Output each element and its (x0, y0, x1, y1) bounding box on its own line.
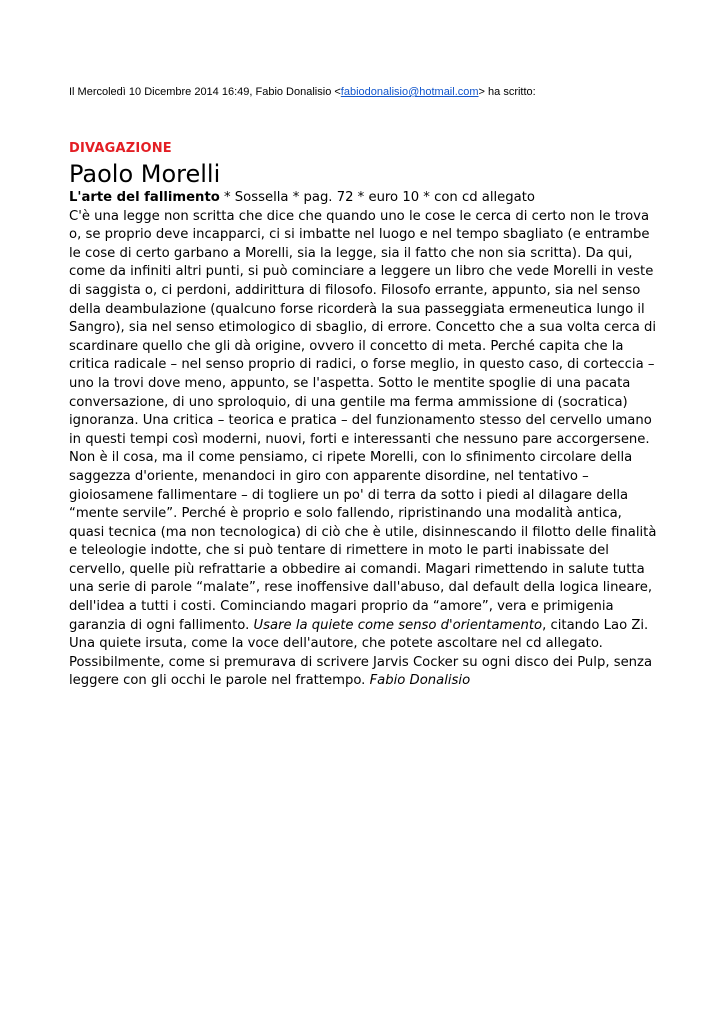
article-body (69, 208, 659, 691)
book-details: * Sossella * pag. 72 * euro 10 * con cd allegato (219, 190, 535, 205)
email-reply-header (69, 85, 536, 99)
article (69, 140, 659, 691)
body-paragraph-part1: C'è una legge non scritta che dice che quando uno le cose le cerca di certo non le trova o, se proprio deve incapparci, ci si imbatte nel luogo e nel tempo sbagliato (e entrambe le cose di certo garbano a Morelli, sia la legge, sia il fatto che non sia scritta). Da qui, come da infiniti altri punti, si può cominciare a leggere un libro che vede Morelli in veste di saggista o, ci perdoni, addirittura di filosofo. Filosofo errante, appunto, sia nel senso della deambulazione (qualcuno forse ricorderà la sua passeggiata ermeneutica lungo il Sangro), sia nel senso etimologico di sbaglio, di errore. Concetto che a sua volta cerca di scardinare quello che gli dà origine, ovvero il concetto di meta. Perché capita che la critica radicale – nel senso proprio di radici, o forse meglio, in questo caso, di corteccia – uno la trovi dove meno, appunto, se l'aspetta. Sotto le mentite spoglie di una pacata conversazione, di uno sproloquio, di una gentile ma ferma ammissione di (socratica) ignoranza. Una critica – teorica e pratica – del funzionamento stesso del cervello umano in questi tempi così moderni, nuovi, forti e interessanti che nessuno pare accorgersene. Non è il cosa, ma il come pensiamo, ci ripete Morelli, con lo sfinimento circolare della saggezza d'oriente, menandoci in giro con apparente disordine, nel tentativo – gioiosamene fallimentare – di togliere un po' di terra da sotto i piedi al dilagare della “mente servile”. Perché è proprio e solo fallendo, ripristinando una modalità antica, quasi tecnica (ma non tecnologica) di ciò che è utile, disinnescando il filotto delle finalità e teleologie indotte, che si può tentare di rimettere in moto le parti inabissate del cervello, quelle più refrattarie a obbedire ai comandi. Magari rimettendo in salute tutta una serie di parole “malate”, rese inoffensive dall'abuso, dal default della logica lineare, dell'idea a tutti i costi. Cominciando magari proprio da “amore”, vera e primigenia garanzia di ogni fallimento. (69, 208, 657, 633)
author-signature: Fabio Donalisio (369, 673, 471, 689)
book-info-line (69, 189, 659, 208)
sender-email-link[interactable]: fabiodonalisio@hotmail.com (340, 86, 479, 98)
article-title: Paolo Morelli (69, 160, 221, 188)
body-paragraph-part2: , citando Lao Zi. Una quiete irsuta, come la voce dell'autore, che potete ascoltare nel cd allegato. Possibilmente, come si premurava di scrivere Jarvis Cocker su ogni disco dei Pulp, senza leggere con gli occhi le parole nel frattempo. (69, 617, 653, 689)
body-quote: Usare la quiete come senso d'orientamento (253, 617, 543, 633)
email-header-suffix: > ha scritto: (478, 86, 536, 98)
section-kicker: DIVAGAZIONE (69, 141, 172, 156)
book-title: L'arte del fallimento (69, 190, 220, 205)
email-header-prefix: Il Mercoledì 10 Dicembre 2014 16:49, Fabio Donalisio < (69, 86, 341, 98)
